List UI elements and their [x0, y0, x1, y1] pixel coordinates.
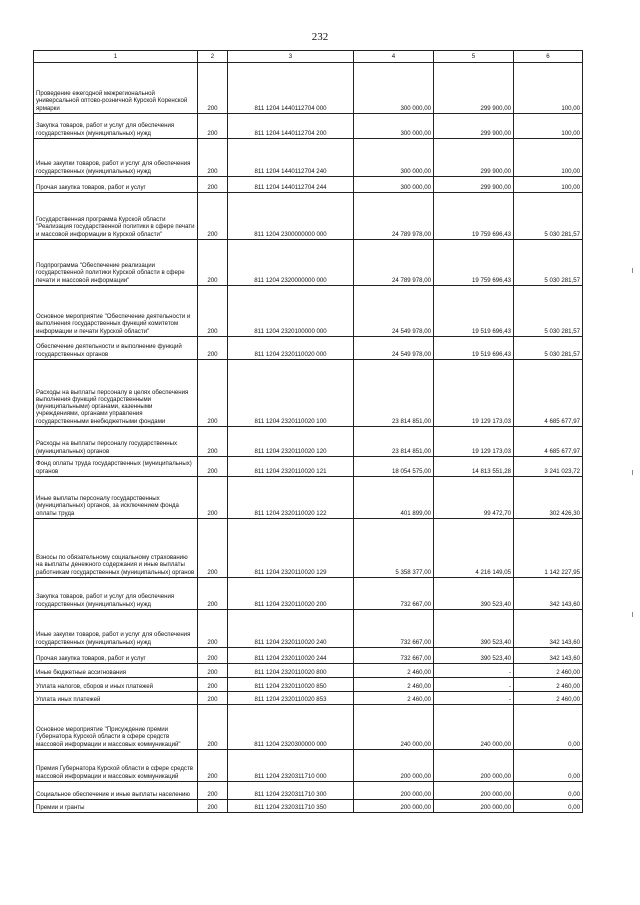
row-unexecuted-amount: 0,00 [514, 750, 583, 782]
row-budget-code: 811 1204 2320100000 000 [228, 286, 354, 337]
table-row [34, 800, 583, 813]
row-approved-amount: 18 054 575,00 [354, 457, 434, 477]
row-description: Премии и гранты [34, 800, 198, 813]
row-executed-amount: 19 759 696,43 [434, 193, 514, 240]
row-approved-amount: 401 899,00 [354, 477, 434, 519]
row-approved-amount: 2 460,00 [354, 664, 434, 678]
table-row [34, 477, 583, 519]
row-budget-code: 811 1204 2320110020 244 [228, 648, 354, 664]
row-unexecuted-amount: 342 143,60 [514, 578, 583, 610]
row-code-section: 200 [198, 177, 228, 193]
row-approved-amount: 200 000,00 [354, 750, 434, 782]
column-header: 1 [34, 51, 198, 63]
row-approved-amount: 200 000,00 [354, 782, 434, 800]
row-description: Государственная программа Курской области "Реализация государственной политики в сфере печати и массовой информации в Курской области" [34, 193, 198, 240]
row-unexecuted-amount: 0,00 [514, 800, 583, 813]
row-unexecuted-amount: 2 460,00 [514, 692, 583, 705]
row-approved-amount: 23 814 851,00 [354, 360, 434, 427]
row-executed-amount: - [434, 692, 514, 705]
table-row [34, 705, 583, 750]
row-description: Закупка товаров, работ и услуг для обеспечения государственных (муниципальных) нужд [34, 578, 198, 610]
table-row [34, 648, 583, 664]
row-unexecuted-amount: 5 030 281,57 [514, 286, 583, 337]
row-budget-code: 811 1204 2320311710 300 [228, 782, 354, 800]
table-row [34, 63, 583, 114]
row-executed-amount: 299 900,00 [434, 63, 514, 114]
column-header: 2 [198, 51, 228, 63]
table-row [34, 139, 583, 177]
binding-mark [632, 612, 633, 617]
table-row [34, 286, 583, 337]
row-budget-code: 811 1204 2320110020 240 [228, 610, 354, 648]
row-budget-code: 811 1204 2320110020 000 [228, 337, 354, 360]
row-description: Уплата иных платежей [34, 692, 198, 705]
row-unexecuted-amount: 5 030 281,57 [514, 337, 583, 360]
row-budget-code: 811 1204 2320311710 350 [228, 800, 354, 813]
row-executed-amount: 390 523,40 [434, 578, 514, 610]
column-header: 4 [354, 51, 434, 63]
row-budget-code: 811 1204 2320110020 850 [228, 678, 354, 692]
row-executed-amount: 299 900,00 [434, 177, 514, 193]
table-row [34, 664, 583, 678]
row-approved-amount: 300 000,00 [354, 114, 434, 139]
row-approved-amount: 24 789 978,00 [354, 240, 434, 286]
page-number: 232 [311, 31, 329, 43]
row-budget-code: 811 1204 2320000000 000 [228, 240, 354, 286]
row-executed-amount: 19 129 173,03 [434, 360, 514, 427]
binding-mark [632, 268, 633, 273]
row-budget-code: 811 1204 2320300000 000 [228, 705, 354, 750]
row-description: Иные выплаты персоналу государственных (муниципальных) органов, за исключением фонда оплаты труда [34, 477, 198, 519]
row-budget-code: 811 1204 2320110020 129 [228, 519, 354, 578]
row-executed-amount: 19 129 173,03 [434, 427, 514, 457]
row-approved-amount: 240 000,00 [354, 705, 434, 750]
row-budget-code: 811 1204 2320311710 000 [228, 750, 354, 782]
row-description: Иные закупки товаров, работ и услуг для обеспечения государственных (муниципальных) нужд [34, 610, 198, 648]
row-approved-amount: 732 667,00 [354, 648, 434, 664]
row-budget-code: 811 1204 2320110020 120 [228, 427, 354, 457]
row-code-section: 200 [198, 519, 228, 578]
row-code-section: 200 [198, 457, 228, 477]
row-code-section: 200 [198, 139, 228, 177]
row-code-section: 200 [198, 286, 228, 337]
row-unexecuted-amount: 100,00 [514, 114, 583, 139]
row-executed-amount: 14 813 551,28 [434, 457, 514, 477]
row-executed-amount: 99 472,70 [434, 477, 514, 519]
table-row [34, 240, 583, 286]
row-code-section: 200 [198, 750, 228, 782]
table-row [34, 427, 583, 457]
row-description: Расходы на выплаты персоналу государственных (муниципальных) органов [34, 427, 198, 457]
row-executed-amount: 200 000,00 [434, 800, 514, 813]
row-code-section: 200 [198, 427, 228, 457]
table-row [34, 177, 583, 193]
row-description: Прочая закупка товаров, работ и услуг [34, 648, 198, 664]
row-executed-amount: 240 000,00 [434, 705, 514, 750]
row-code-section: 200 [198, 63, 228, 114]
row-description: Прочая закупка товаров, работ и услуг [34, 177, 198, 193]
row-code-section: 200 [198, 578, 228, 610]
row-unexecuted-amount: 3 241 023,72 [514, 457, 583, 477]
row-description: Социальное обеспечение и иные выплаты населению [34, 782, 198, 800]
row-approved-amount: 5 358 377,00 [354, 519, 434, 578]
row-description: Иные бюджетные ассигнования [34, 664, 198, 678]
row-budget-code: 811 1204 2320110020 100 [228, 360, 354, 427]
row-executed-amount: 299 900,00 [434, 139, 514, 177]
row-approved-amount: 23 814 851,00 [354, 427, 434, 457]
row-description: Основное мероприятие "Присуждение премии Губернатора Курской области в сфере средств массовой информации и массовых коммуникаций" [34, 705, 198, 750]
table-row [34, 782, 583, 800]
row-budget-code: 811 1204 1440112704 200 [228, 114, 354, 139]
row-unexecuted-amount: 4 685 677,97 [514, 427, 583, 457]
row-code-section: 200 [198, 664, 228, 678]
row-code-section: 200 [198, 782, 228, 800]
row-approved-amount: 300 000,00 [354, 139, 434, 177]
row-description: Основное мероприятие "Обеспечение деятельности и выполнения государственных функций комитетом информации и печати Курской области" [34, 286, 198, 337]
row-approved-amount: 24 549 978,00 [354, 286, 434, 337]
table-row [34, 678, 583, 692]
row-description: Уплата налогов, сборов и иных платежей [34, 678, 198, 692]
row-executed-amount: 200 000,00 [434, 782, 514, 800]
row-approved-amount: 24 549 978,00 [354, 337, 434, 360]
column-header: 5 [434, 51, 514, 63]
column-header: 3 [228, 51, 354, 63]
row-unexecuted-amount: 1 142 227,95 [514, 519, 583, 578]
table-row [34, 610, 583, 648]
row-budget-code: 811 1204 2300000000 000 [228, 193, 354, 240]
row-budget-code: 811 1204 1440112704 244 [228, 177, 354, 193]
row-executed-amount: 299 900,00 [434, 114, 514, 139]
row-code-section: 200 [198, 240, 228, 286]
row-code-section: 200 [198, 678, 228, 692]
row-unexecuted-amount: 2 460,00 [514, 664, 583, 678]
row-code-section: 200 [198, 705, 228, 750]
table-row [34, 360, 583, 427]
budget-execution-table [33, 50, 583, 813]
row-unexecuted-amount: 100,00 [514, 177, 583, 193]
table-row [34, 750, 583, 782]
row-unexecuted-amount: 100,00 [514, 139, 583, 177]
row-unexecuted-amount: 4 685 677,97 [514, 360, 583, 427]
row-approved-amount: 24 789 978,00 [354, 193, 434, 240]
row-code-section: 200 [198, 800, 228, 813]
row-approved-amount: 732 667,00 [354, 578, 434, 610]
row-executed-amount: 200 000,00 [434, 750, 514, 782]
row-code-section: 200 [198, 692, 228, 705]
row-code-section: 200 [198, 477, 228, 519]
row-description: Проведение ежегодной межрегиональной универсальной оптово-розничной Курской Коренской ярмарки [34, 63, 198, 114]
row-unexecuted-amount: 0,00 [514, 705, 583, 750]
row-budget-code: 811 1204 2320110020 122 [228, 477, 354, 519]
table-row [34, 457, 583, 477]
row-budget-code: 811 1204 2320110020 121 [228, 457, 354, 477]
row-description: Иные закупки товаров, работ и услуг для обеспечения государственных (муниципальных) нужд [34, 139, 198, 177]
row-description: Расходы на выплаты персоналу в целях обеспечения выполнения функций государственными (муниципальными) органами, казенными учреждениями, органами управления государственными внебюджетными фондами [34, 360, 198, 427]
table-row [34, 337, 583, 360]
binding-mark [632, 470, 633, 475]
row-executed-amount: - [434, 664, 514, 678]
row-approved-amount: 200 000,00 [354, 800, 434, 813]
table-header-row [34, 51, 583, 63]
row-unexecuted-amount: 5 030 281,57 [514, 240, 583, 286]
row-unexecuted-amount: 100,00 [514, 63, 583, 114]
row-budget-code: 811 1204 2320110020 853 [228, 692, 354, 705]
row-unexecuted-amount: 0,00 [514, 782, 583, 800]
row-description: Обеспечение деятельности и выполнение функций государственных органов [34, 337, 198, 360]
row-description: Фонд оплаты труда государственных (муниципальных) органов [34, 457, 198, 477]
row-budget-code: 811 1204 1440112704 000 [228, 63, 354, 114]
row-budget-code: 811 1204 1440112704 240 [228, 139, 354, 177]
row-code-section: 200 [198, 648, 228, 664]
row-executed-amount: 19 759 696,43 [434, 240, 514, 286]
column-header: 6 [514, 51, 583, 63]
row-description: Закупка товаров, работ и услуг для обеспечения государственных (муниципальных) нужд [34, 114, 198, 139]
row-code-section: 200 [198, 610, 228, 648]
row-executed-amount: 19 519 696,43 [434, 286, 514, 337]
row-unexecuted-amount: 302 426,30 [514, 477, 583, 519]
row-code-section: 200 [198, 337, 228, 360]
table-row [34, 193, 583, 240]
table-row [34, 519, 583, 578]
row-budget-code: 811 1204 2320110020 200 [228, 578, 354, 610]
row-approved-amount: 2 460,00 [354, 678, 434, 692]
row-executed-amount: 19 519 696,43 [434, 337, 514, 360]
table-row [34, 114, 583, 139]
row-unexecuted-amount: 342 143,60 [514, 610, 583, 648]
row-unexecuted-amount: 2 460,00 [514, 678, 583, 692]
row-code-section: 200 [198, 193, 228, 240]
row-unexecuted-amount: 5 030 281,57 [514, 193, 583, 240]
table-row [34, 578, 583, 610]
row-description: Подпрограмма "Обеспечение реализации государственной политики Курской области в сфере печати и массовой информации" [34, 240, 198, 286]
row-description: Премия Губернатора Курской области в сфере средств массовой информации и массовых коммуникаций [34, 750, 198, 782]
row-code-section: 200 [198, 114, 228, 139]
row-approved-amount: 732 667,00 [354, 610, 434, 648]
row-approved-amount: 300 000,00 [354, 177, 434, 193]
row-approved-amount: 300 000,00 [354, 63, 434, 114]
table-row [34, 692, 583, 705]
row-approved-amount: 2 460,00 [354, 692, 434, 705]
row-executed-amount: 390 523,40 [434, 610, 514, 648]
row-description: Взносы по обязательному социальному страхованию на выплаты денежного содержания и иные выплаты работникам государственных (муниципальных) органов [34, 519, 198, 578]
row-executed-amount: 4 216 149,05 [434, 519, 514, 578]
row-executed-amount: 390 523,40 [434, 648, 514, 664]
row-unexecuted-amount: 342 143,60 [514, 648, 583, 664]
row-executed-amount: - [434, 678, 514, 692]
row-code-section: 200 [198, 360, 228, 427]
row-budget-code: 811 1204 2320110020 800 [228, 664, 354, 678]
